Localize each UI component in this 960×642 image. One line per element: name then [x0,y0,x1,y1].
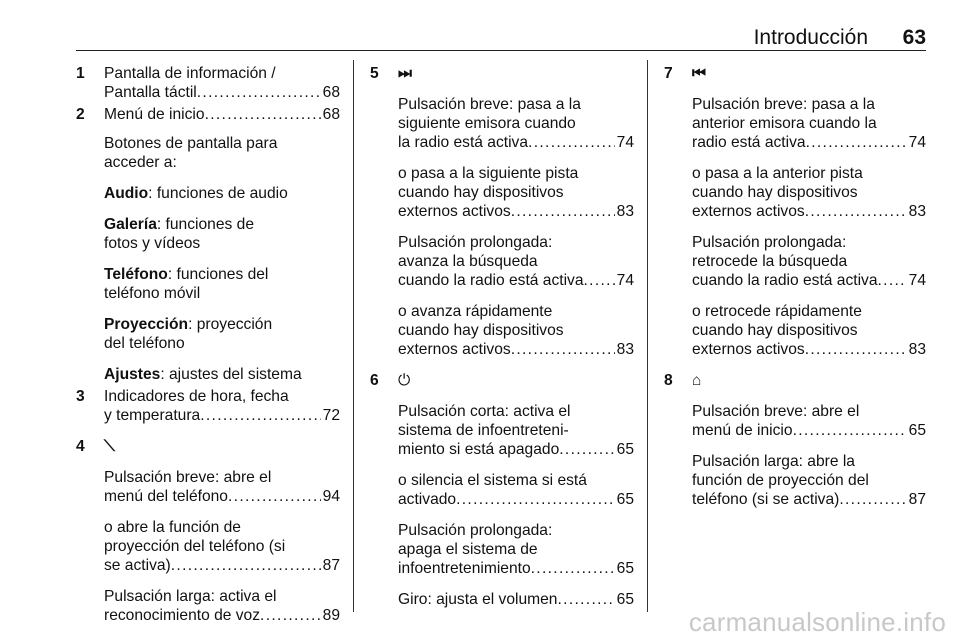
text-line: apaga el sistema de [398,541,538,558]
desc-block [692,233,926,290]
text-line: Pulsación larga: activa el [104,588,277,605]
text-line: se activa) [104,557,171,574]
dot-leader [511,340,615,359]
home-glyph: ⌂ [692,372,702,389]
home-icon [692,371,926,390]
text-line: función de proyección del [692,472,869,489]
list-item-8 [664,371,926,509]
text-line: infoentretenimiento [398,560,531,577]
term-label: Ajustes [104,366,161,383]
page-ref-link[interactable]: 83 [616,203,634,220]
desc-block [398,471,634,509]
text-line: externos activos [398,341,511,358]
phone-icon [104,437,340,456]
dot-leader [878,271,907,290]
text-line: Giro: ajusta el volumen [398,591,558,608]
gallery-entry [104,215,340,253]
desc-block [398,95,634,152]
page-ref-link[interactable]: 83 [616,341,634,358]
text-line: miento si está apagado [398,441,560,458]
list-item-3 [76,387,340,425]
text-line: retrocede la búsqueda [692,253,848,270]
text-line: radio está activa [692,134,806,151]
item-text: Pantalla táctil [104,84,197,101]
toc-row [692,202,926,221]
dot-leader [197,83,321,102]
dot-leader [559,440,614,459]
text-line: Pulsación prolongada: [398,522,553,539]
text-line: Pulsación breve: abre el [104,469,272,486]
column-divider-1 [353,60,354,612]
item-number: 3 [76,388,85,405]
dot-leader [806,133,907,152]
text-line: cuando hay dispositivos [398,184,564,201]
page-ref-link[interactable]: 72 [322,407,340,424]
toc-row [398,271,634,290]
toc-row [104,487,340,506]
power-glyph: ⏻ [398,372,411,389]
page-ref-link[interactable]: 74 [616,134,634,151]
page-ref-link[interactable]: 74 [908,134,926,151]
desc-block [398,521,634,578]
list-item-1 [76,64,340,102]
term-label: Proyección [104,316,189,333]
page-ref-link[interactable]: 65 [616,441,634,458]
dot-leader [171,556,321,575]
text-line: Botones de pantalla para [104,135,278,152]
previous-track-icon [692,64,926,83]
toc-row [692,421,926,440]
text-line: cuando la radio está activa [692,272,878,289]
item-number: 4 [76,438,85,455]
section-title: Introducción [753,26,868,49]
text-line: o avanza rápidamente [398,303,553,320]
desc-block [692,452,926,509]
text-line: o retrocede rápidamente [692,303,862,320]
item-number: 8 [664,372,673,389]
text-line: Pulsación breve: pasa a la [398,96,581,113]
term-desc: : funciones del [167,266,269,283]
text-line: o pasa a la anterior pista [692,165,863,182]
text-line: Pulsación larga: abre la [692,453,855,470]
text-line: Pulsación breve: pasa a la [692,96,875,113]
term-label: Teléfono [104,266,168,283]
desc-block [398,164,634,221]
page-ref-link[interactable]: 65 [616,591,634,608]
dot-leader [584,271,615,290]
audio-entry [104,184,340,203]
term-label: Galería [104,216,157,233]
page-ref-link[interactable]: 94 [322,488,340,505]
desc-block [398,302,634,359]
next-glyph: ⏭ [398,65,413,82]
term-desc: del teléfono [104,335,185,352]
toc-row [692,271,926,290]
watermark: carmanualsonline.info [688,607,946,637]
prev-glyph: ⏮ [692,65,707,82]
text-line: externos activos [692,341,805,358]
toc-row [398,133,634,152]
dot-leader [511,202,615,221]
column-1 [76,64,340,637]
item-text: y temperatura [104,407,201,424]
term-desc: : funciones de audio [148,185,288,202]
item-number: 5 [370,65,379,82]
item-text: Pantalla de información / [104,65,276,82]
text-line: Pulsación corta: activa el [398,403,571,420]
text-line: sistema de infoentreteni- [398,422,569,439]
toc-row [692,340,926,359]
desc-block [104,587,340,625]
dot-leader [205,105,321,124]
text-line: cuando hay dispositivos [692,184,858,201]
text-line: cuando la radio está activa [398,272,584,289]
dot-leader [805,202,907,221]
desc-block [692,402,926,440]
dot-leader [200,406,320,425]
page-ref-link[interactable]: 68 [322,106,340,123]
page-ref-link[interactable]: 83 [908,341,926,358]
phone-entry [104,265,340,303]
text-line: reconocimiento de voz [104,607,261,624]
toc-row [104,556,340,575]
projection-entry [104,315,340,353]
settings-entry [104,365,340,384]
text-line: siguiente emisora cuando [398,115,576,132]
toc-row [398,490,634,509]
desc-block [398,233,634,290]
desc-block [398,590,634,609]
power-icon [398,371,634,390]
text-line: externos activos [692,203,805,220]
item-number: 6 [370,372,379,389]
term-desc: teléfono móvil [104,285,201,302]
item-number: 7 [664,65,673,82]
text-line: anterior emisora cuando la [692,115,877,132]
page-ref-link[interactable]: 89 [322,607,340,624]
toc-row [692,490,926,509]
page-ref-link[interactable]: 74 [908,272,926,289]
item-text: Menú de inicio [104,106,205,123]
text-line: menú de inicio [692,422,793,439]
desc-block [692,95,926,152]
term-desc: : funciones de [156,216,254,233]
text-line: externos activos [398,203,511,220]
text-line: avanza la búsqueda [398,253,538,270]
desc-block [692,164,926,221]
text-line: Pulsación prolongada: [692,234,847,251]
item-text: Indicadores de hora, fecha [104,388,289,405]
page-ref-link[interactable]: 87 [322,557,340,574]
dot-leader [456,490,615,509]
toc-row [398,202,634,221]
dot-leader [528,133,615,152]
phone-glyph: ⟍ [104,438,115,455]
column-3 [664,64,926,521]
text-line: Pulsación prolongada: [398,234,553,251]
text-line: proyección del teléfono (si [104,538,286,555]
item-number: 2 [76,106,85,123]
list-item-2 [76,105,340,384]
text-line: o abre la función de [104,519,241,536]
page-ref-link[interactable]: 65 [908,422,926,439]
header-rule [76,50,926,51]
toc-row [104,606,340,625]
dot-leader [260,606,321,625]
text-line: Pulsación breve: abre el [692,403,860,420]
toc-row [398,440,634,459]
toc-row [692,133,926,152]
page-ref-link[interactable]: 65 [616,560,634,577]
column-divider-2 [647,60,648,612]
toc-row [398,590,634,609]
text-line: cuando hay dispositivos [398,322,564,339]
desc-block [398,402,634,459]
item-number: 1 [76,65,85,82]
toc-row [398,559,634,578]
list-item-4 [76,437,340,625]
text-line: menú del teléfono [104,488,228,505]
list-item-6 [370,371,634,609]
desc-block [104,468,340,506]
list-item-5 [370,64,634,359]
text-line: activado [398,491,457,508]
text-line: o pasa a la siguiente pista [398,165,579,182]
text-line: cuando hay dispositivos [692,322,858,339]
desc-block [692,302,926,359]
text-line: acceder a: [104,154,177,171]
dot-leader [805,340,907,359]
text-line: o silencia el sistema si está [398,472,587,489]
page-ref-link[interactable]: 68 [322,84,340,101]
intro-text [104,134,340,172]
term-label: Audio [104,185,149,202]
term-desc: fotos y vídeos [104,235,201,252]
page-ref-link[interactable]: 87 [908,491,926,508]
desc-block [104,518,340,575]
term-desc: : ajustes del sistema [160,366,302,383]
dot-leader [228,487,321,506]
list-item-7 [664,64,926,359]
dot-leader [793,421,907,440]
toc-row [398,340,634,359]
page-ref-link[interactable]: 65 [616,491,634,508]
dot-leader [557,590,614,609]
toc-row [104,406,340,425]
page-ref-link[interactable]: 74 [616,272,634,289]
page-ref-link[interactable]: 83 [908,203,926,220]
toc-row [104,105,340,124]
column-2 [370,64,634,621]
dot-leader [839,490,906,509]
text-line: teléfono (si se activa) [692,491,840,508]
page-header [76,26,926,50]
dot-leader [531,559,615,578]
text-line: la radio está activa [398,134,529,151]
toc-row [104,83,340,102]
page-number: 63 [902,26,926,49]
term-desc: : proyección [188,316,273,333]
next-track-icon [398,64,634,83]
